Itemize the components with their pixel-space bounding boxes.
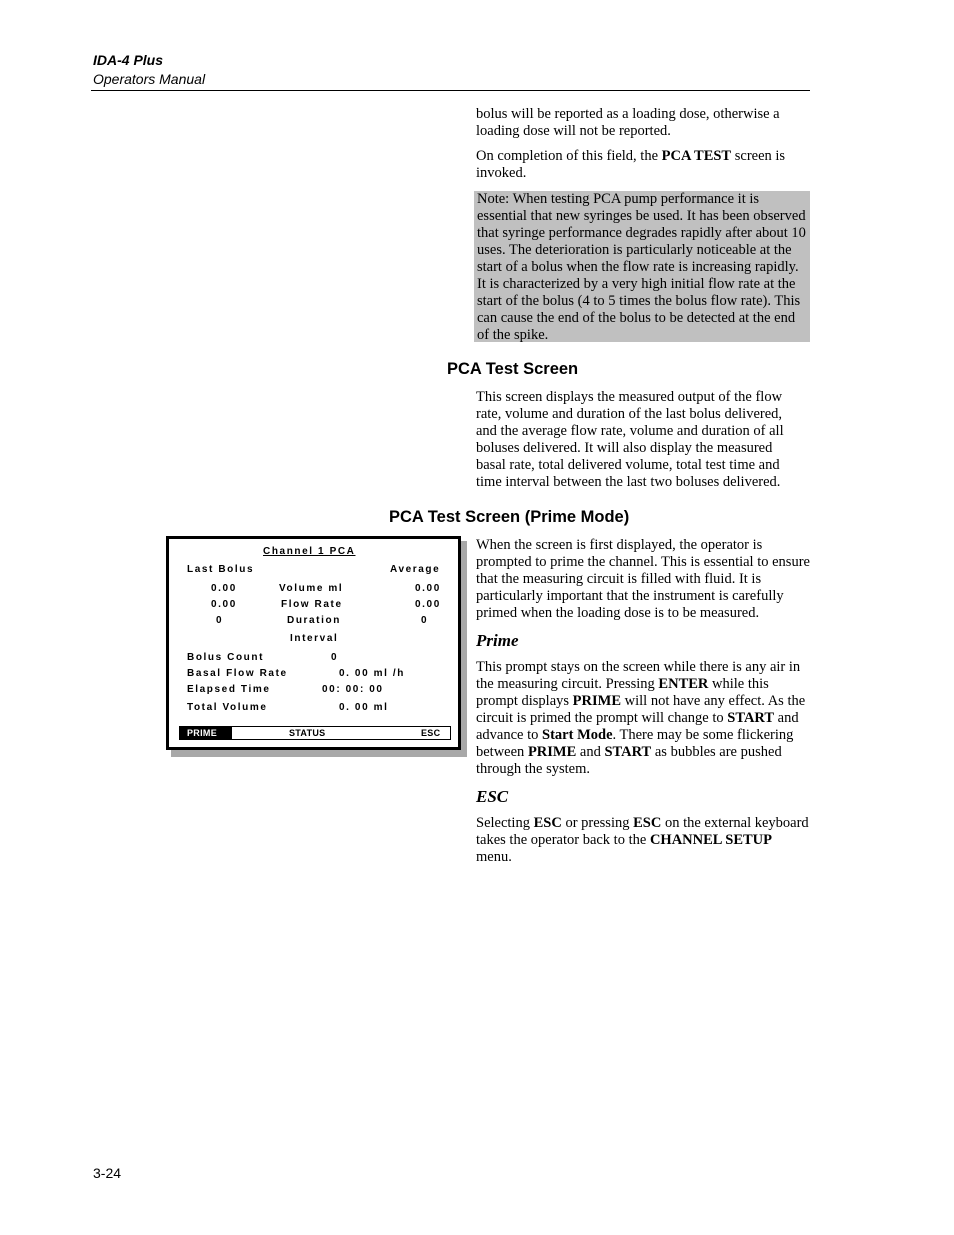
lcd-basal-value: 0. 00 ml /h [339, 668, 405, 679]
page-number: 3-24 [93, 1165, 122, 1181]
section-heading-pca-test-screen: PCA Test Screen [447, 360, 579, 378]
intro-p2-text-end: screen is invoked. [476, 148, 786, 181]
lcd-menu-esc[interactable]: ESC [421, 728, 441, 738]
subheading-prime: Prime [476, 631, 519, 650]
lcd-screen [166, 536, 461, 750]
lcd-flow-last: 0.00 [211, 599, 237, 610]
lcd-duration-last: 0 [216, 615, 224, 626]
prime-bold-3: START [727, 710, 775, 726]
lcd-duration-average: 0 [421, 615, 429, 626]
lcd-menu-bar [179, 726, 451, 740]
lcd-elapsed-label: Elapsed Time [187, 684, 271, 695]
intro-p2-bold: PCA TEST [661, 148, 732, 164]
prime-bold-6: START [604, 744, 652, 760]
esc-bold-3: CHANNEL SETUP [649, 832, 773, 848]
intro-p2-text: On completion of this field, the [476, 148, 662, 164]
lcd-flow-label: Flow Rate [281, 599, 343, 610]
lcd-bolus-count-value: 0 [331, 652, 339, 663]
lcd-average-label: Average [390, 564, 441, 575]
lcd-elapsed-value: 00: 00: 00 [322, 684, 384, 695]
prime-bold-1: ENTER [658, 676, 709, 692]
prime-text-3: will not have any effect. As the circuit is primed the prompt will change to [476, 693, 806, 726]
intro-paragraph-1: bolus will be reported as a loading dose, otherwise a loading dose will not be reported. [476, 106, 780, 139]
lcd-volume-last: 0.00 [211, 583, 237, 594]
lcd-volume-label: Volume ml [279, 583, 344, 594]
lcd-menu-status[interactable]: STATUS [289, 728, 326, 738]
prime-text-6: and [576, 744, 605, 760]
lcd-menu-prime[interactable]: PRIME [180, 727, 232, 739]
prime-text-1: This prompt stays on the screen while there is any air in the measuring circuit. Pressing [476, 659, 801, 692]
lcd-volume-average: 0.00 [415, 583, 441, 594]
header-rule [91, 90, 810, 91]
prime-text-7: as bubbles are pushed through the system. [476, 744, 782, 777]
esc-text-1: Selecting [476, 815, 534, 831]
lcd-bolus-count-label: Bolus Count [187, 652, 265, 663]
prime-text-4: and advance to [476, 710, 799, 743]
subheading-esc: ESC [476, 787, 509, 806]
prime-text-5: . There may be some flickering between [476, 727, 794, 760]
prime-bold-4: Start Mode [542, 727, 613, 743]
lcd-flow-average: 0.00 [415, 599, 441, 610]
lcd-last-bolus-label: Last Bolus [187, 564, 255, 575]
prime-bold-2: PRIME [572, 693, 622, 709]
esc-text-4: menu. [476, 849, 512, 865]
intro-paragraph-2 [476, 148, 810, 182]
lcd-interval-label: Interval [290, 633, 339, 644]
lcd-total-label: Total Volume [187, 702, 268, 713]
esc-text-3: on the external keyboard takes the operator back to the [476, 815, 809, 848]
esc-text-2: or pressing [561, 815, 634, 831]
section-pca-test-screen-text: This screen displays the measured output of the flow rate, volume and duration of the last bolus delivered, and the average flow rate, volume and duration of all boluses delivered. It will also display the measured basal rate, total delivered volume, total test time and time interval between the last two boluses delivered. [476, 389, 784, 490]
lcd-basal-label: Basal Flow Rate [187, 668, 288, 679]
prime-paragraph [476, 659, 810, 778]
esc-paragraph [476, 815, 810, 866]
lcd-channel-title: Channel 1 PCA [263, 546, 356, 557]
section-heading-prime-mode: PCA Test Screen (Prime Mode) [389, 508, 630, 526]
prime-bold-5: PRIME [527, 744, 577, 760]
esc-bold-1: ESC [533, 815, 562, 831]
lcd-duration-label: Duration [287, 615, 341, 626]
lcd-total-value: 0. 00 ml [339, 702, 389, 713]
section-prime-mode-text: When the screen is first displayed, the operator is prompted to prime the channel. This is essential to ensure that the measuring circuit is filled with fluid. It is particularly important that the instrument is carefully primed when the loading dose is to be measured. [476, 537, 810, 621]
prime-text-2: while this prompt displays [476, 676, 769, 709]
header-subtitle: Operators Manual [93, 71, 206, 87]
esc-bold-2: ESC [633, 815, 662, 831]
note-box: Note: When testing PCA pump performance it is essential that new syringes be used. It has been observed that syringe performance degrades rapidly after about 10 uses. The deterioration is particularly noticeable at the start of a bolus when the flow rate is increasing rapidly. It is characterized by a very high initial flow rate at the start of the bolus (4 to 5 times the bolus flow rate). This can cause the end of the bolus to be detected at the end of the spike. [474, 191, 810, 342]
header-title: IDA-4 Plus [93, 52, 164, 68]
